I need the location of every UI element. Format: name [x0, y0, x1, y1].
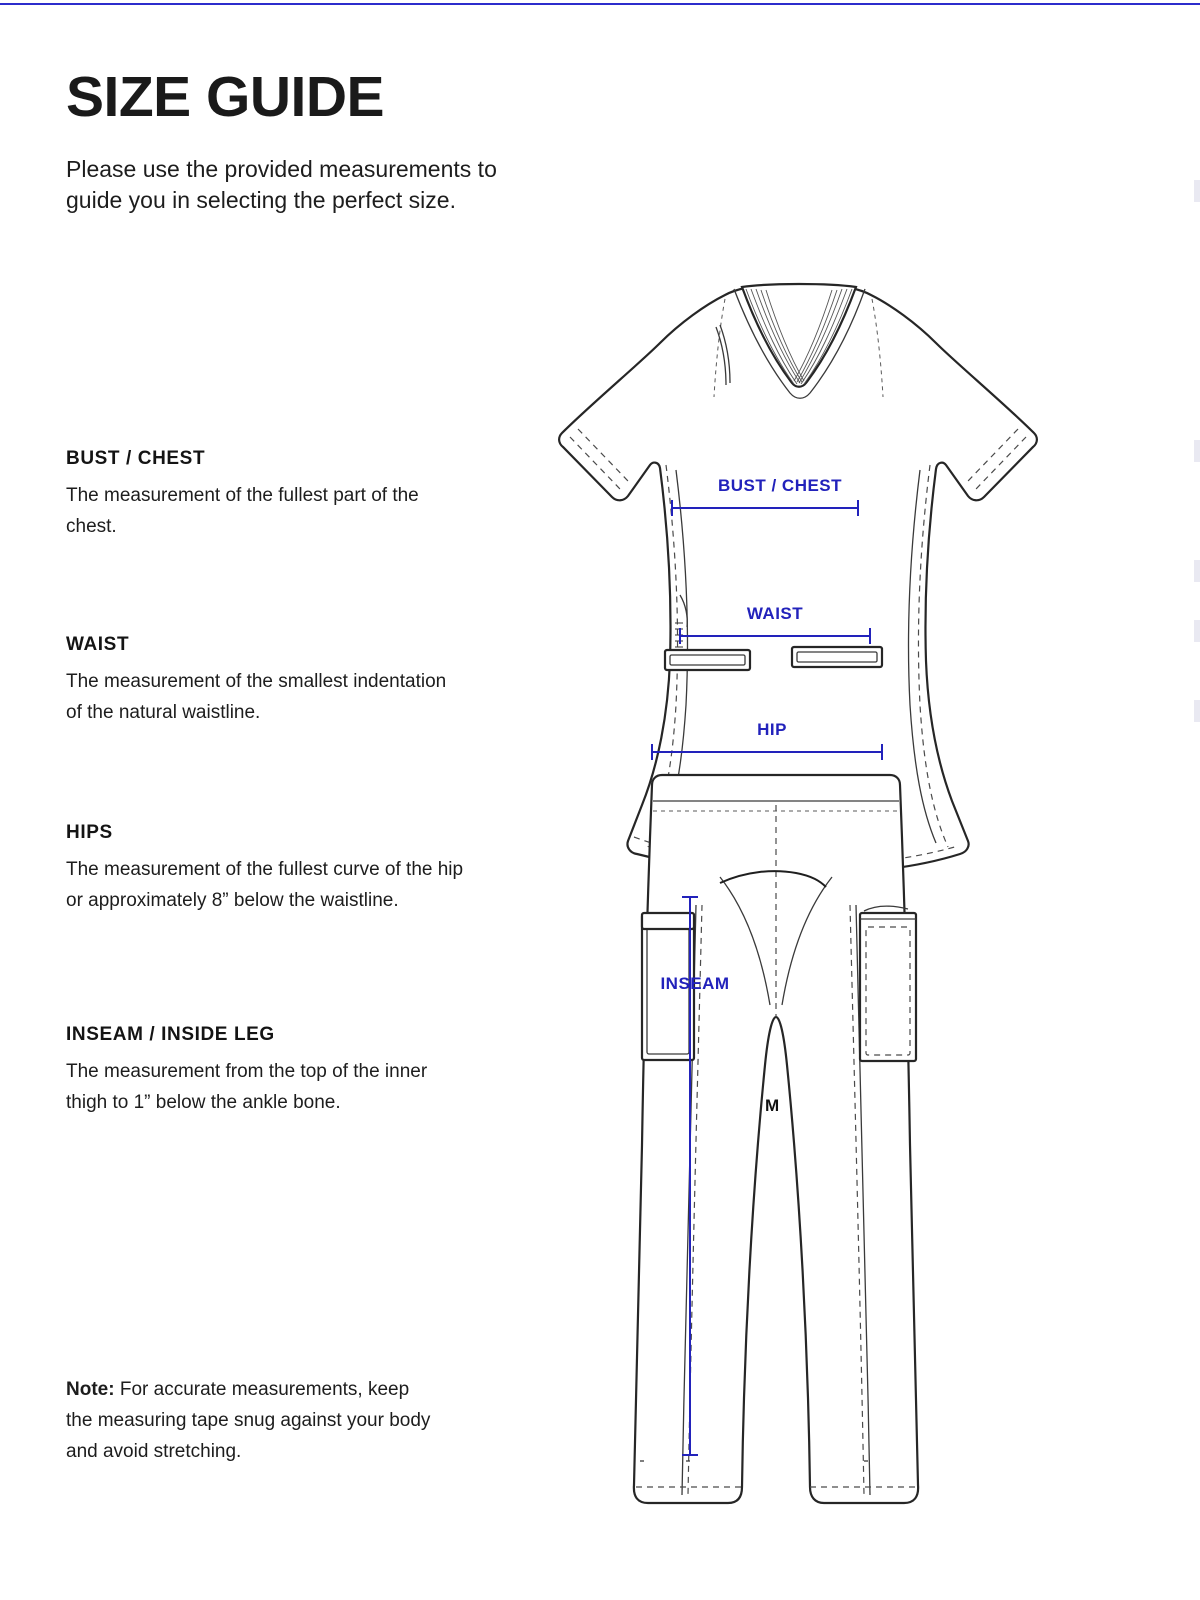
callout-waist-label: WAIST	[746, 604, 804, 623]
note-label: Note:	[66, 1379, 115, 1400]
section-bust-chest	[66, 448, 466, 543]
section-heading: INSEAM / INSIDE LEG	[66, 1024, 275, 1045]
section-hips	[66, 822, 466, 917]
section-waist	[66, 634, 466, 729]
section-body: The measurement of the smallest indentation of the natural waistline.	[66, 671, 447, 723]
section-inseam	[66, 1024, 466, 1119]
section-body: The measurement of the fullest part of the chest.	[66, 485, 419, 537]
garment-illustration	[520, 265, 1040, 1525]
top-accent-rule	[0, 3, 1200, 5]
edge-mark	[1194, 560, 1200, 582]
section-heading: BUST / CHEST	[66, 448, 206, 469]
edge-mark	[1194, 700, 1200, 722]
intro-block	[66, 65, 526, 216]
edge-mark	[1194, 180, 1200, 202]
callout-bust-label: BUST / CHEST	[717, 476, 843, 495]
section-body: The measurement of the fullest curve of the hip or approximately 8” below the waistline.	[66, 859, 464, 911]
note-body: For accurate measurements, keep the measuring tape snug against your body and avoid stretching.	[66, 1379, 431, 1462]
callout-inseam-label: INSEAM	[660, 974, 730, 993]
size-mark: M	[765, 1096, 780, 1115]
note-block	[66, 1375, 436, 1467]
edge-mark	[1194, 440, 1200, 462]
edge-mark	[1194, 620, 1200, 642]
page-title: SIZE GUIDE	[66, 65, 385, 129]
intro-text: Please use the provided measurements to guide you in selecting the perfect size.	[66, 155, 497, 213]
section-body: The measurement from the top of the inner thigh to 1” below the ankle bone.	[66, 1061, 428, 1113]
callout-hip-label: HIP	[757, 720, 787, 739]
section-heading: HIPS	[66, 822, 113, 843]
section-heading: WAIST	[66, 634, 130, 655]
